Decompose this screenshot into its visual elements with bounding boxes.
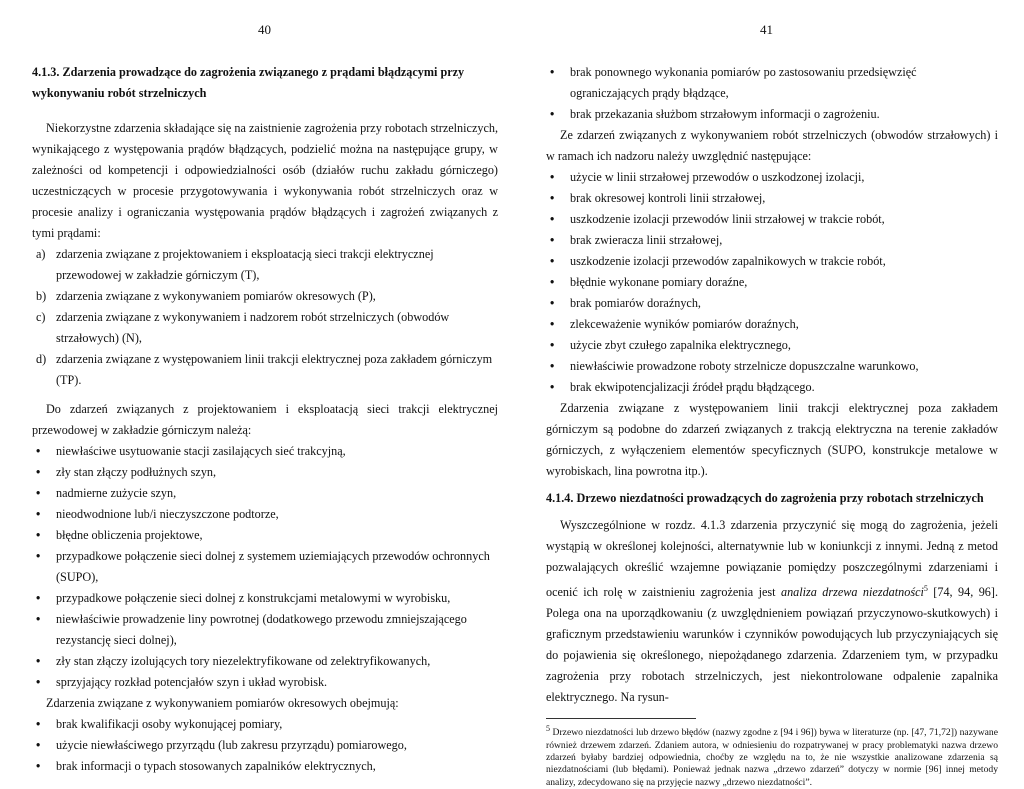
footnote-rule [546,718,696,719]
footnote-text: Drzewo niezdatności lub drzewo błędów (nazwy zgodne z [94 i 96]) bywa w literaturze (np. [47, 71,72]) nazywane również drzewem zdarzeń. Zdaniem autora, w odniesieniu do rozpatrywanej w pracy problematyki nazwa drzewo zdarzeń byłaby bardziej odpowiednia, choćby ze względu na to, że nie wszystkie analizowane zdarzenia są niezdatnościami (lub błędami). Ponieważ jednak nazwa „drzewo zdarzeń” dotyczy w normie [96] innej metody analizy, zdecydowano się na przyjęcie nazwy „drzewo niezdatności”. [546,727,998,788]
group-text: zdarzenia związane z występowaniem linii trakcji elektrycznej poza zakładem górniczym (TP). [56,352,493,387]
fault-tree-text-a: Wyszczególnione w rozdz. 4.1.3 zdarzenia przyczynić się mogą do zagrożenia, jeżeli wystąpią w określonej kolejności, alternatywnie lub w koniunkcji z innymi. Jedną z metod pozwalających określić wzajemne powiązanie pomiędzy poszczególnymi zdarzeniami i ocenić ich rolę w zaistnieniu zagrożenia jest [546,518,998,600]
group-letter: c) [36,310,46,324]
list-item: • użycie zbyt czułego zapalnika elektrycznego, [546,335,998,356]
footnote-number: 5 [546,724,550,734]
list-item: • niewłaściwie prowadzone roboty strzelnicze dopuszczalne warunkowo, [546,356,998,377]
p-events-list [32,714,498,777]
list-item: • uszkodzenie izolacji przewodów zapalnikowych w trakcie robót, [546,251,998,272]
list-item: • uszkodzenie izolacji przewodów linii strzałowej w trakcie robót, [546,209,998,230]
t-events-intro: Do zdarzeń związanych z projektowaniem i eksploatacją sieci trakcji elektrycznej przewodowej w zakładzie górniczym należą: [32,402,498,437]
list-item: • nadmierne zużycie szyn, [32,483,498,504]
list-item: • niewłaściwe usytuowanie stacji zasilających sieć trakcyjną, [32,441,498,462]
p-events-list-continued [546,62,998,125]
list-item: • niewłaściwie prowadzenie liny powrotnej (dodatkowego przewodu zmniejszającego rezystancję sieci dolnej), [32,609,498,651]
group-letter: b) [36,289,47,303]
list-item: • brak zwieracza linii strzałowej, [546,230,998,251]
list-item: • brak informacji o typach stosowanych zapalników elektrycznych, [32,756,498,777]
section-heading-4-1-4: 4.1.4. Drzewo niezdatności prowadzących do zagrożenia przy robotach strzelniczych [546,491,984,505]
fault-tree-term: analiza drzewa niezdatności [780,585,924,600]
n-events-intro: Ze zdarzeń związanych z wykonywaniem robót strzelniczych (obwodów strzałowych) i w ramach ich nadzoru należy uwzględnić następujące: [546,128,998,163]
list-item: • sprzyjający rozkład potencjałów szyn i układ wyrobisk. [32,672,498,693]
group-item [32,244,498,286]
p-events-intro: Zdarzenia związane z wykonywaniem pomiarów okresowych obejmują: [46,696,399,710]
list-item: • brak kwalifikacji osoby wykonującej pomiary, [32,714,498,735]
list-item: • zły stan złączy izolujących tory niezelektryfikowane od zelektryfikowanych, [32,651,498,672]
right-page-column [546,62,998,789]
fault-tree-paragraph [546,515,998,708]
list-item: • zły stan złączy podłużnych szyn, [32,462,498,483]
list-item: • przypadkowe połączenie sieci dolnej z konstrukcjami metalowymi w wyrobisku, [32,588,498,609]
intro-paragraph: Niekorzystne zdarzenia składające się na zaistnienie zagrożenia przy robotach strzelniczych, wynikającego z występowania prądów błądzących, podzielić można na następujące grupy, w zależności od kompetencji i odpowiedzialności osób (działów ruchu zakładu górniczego) uczestniczących w procesie przygotowywania i wykonywania robót strzelniczych oraz w procesie analizy i ograniczania występowania prądów błądzących i zagrożeń związanych z tymi prądami: [32,121,498,240]
list-item: • błędne obliczenia projektowe, [32,525,498,546]
footnote [546,723,998,789]
group-item [32,307,498,349]
group-item [32,349,498,391]
group-text: zdarzenia związane z wykonywaniem pomiarów okresowych (P), [56,289,376,303]
page-number-right: 41 [760,22,773,37]
tp-events-paragraph: Zdarzenia związane z występowaniem linii trakcji elektrycznej poza zakładem górniczym są podobne do zdarzeń związanych z trakcją elektryczna na terenie zakładów górniczych, z wyłączeniem elementów specyficznych (SUPO, konstrukcje metalowe w wyrobiskach, lina powrotna itp.). [546,401,998,478]
list-item: • brak przekazania służbom strzałowym informacji o zagrożeniu. [546,104,998,125]
list-item: • brak pomiarów doraźnych, [546,293,998,314]
list-item: • zlekceważenie wyników pomiarów doraźnych, [546,314,998,335]
list-item: • nieodwodnione lub/i nieczyszczone podtorze, [32,504,498,525]
group-item [32,286,498,307]
list-item: • brak ponownego wykonania pomiarów po zastosowaniu przedsięwzięć ograniczających prądy błądzące, [546,62,998,104]
n-events-list [546,167,998,398]
list-item: • brak ekwipotencjalizacji źródeł prądu błądzącego. [546,377,998,398]
list-item: • użycie w linii strzałowej przewodów o uszkodzonej izolacji, [546,167,998,188]
list-item: • użycie niewłaściwego przyrządu (lub zakresu przyrządu) pomiarowego, [32,735,498,756]
list-item: • przypadkowe połączenie sieci dolnej z systemem uziemiających przewodów ochronnych (SUPO), [32,546,498,588]
group-letter: d) [36,352,47,366]
footnote-ref: 5 [923,584,928,593]
section-heading-4-1-3: 4.1.3. Zdarzenia prowadzące do zagrożenia związanego z prądami błądzącymi przy wykonywaniu robót strzelniczych [32,65,465,100]
page-number-left: 40 [258,22,271,37]
group-text: zdarzenia związane z projektowaniem i eksploatacją sieci trakcji elektrycznej przewodowej w zakładzie górniczym (T), [56,247,434,282]
group-text: zdarzenia związane z wykonywaniem i nadzorem robót strzelniczych (obwodów strzałowych) (N), [56,310,450,345]
group-letter: a) [36,247,46,261]
list-item: • brak okresowej kontroli linii strzałowej, [546,188,998,209]
list-item: • błędnie wykonane pomiary doraźne, [546,272,998,293]
event-groups-list [32,244,498,391]
left-page-column [32,62,498,777]
fault-tree-text-b: [74, 94, 96]. Polega ona na uporządkowaniu (z uwzględnieniem powiązań przyczynowo-skutkowych) i graficznym przedstawieniu warunków i czynników powodujących lub przyczyniających się do pojawienia się określonego, niepożądanego zdarzenia. Zdarzeniem tym, w przypadku zagrożenia przy robotach strzelniczych, jest niekontrolowane odpalenie zapalnika elektrycznego. Na rysun- [546,585,998,705]
t-events-list [32,441,498,693]
